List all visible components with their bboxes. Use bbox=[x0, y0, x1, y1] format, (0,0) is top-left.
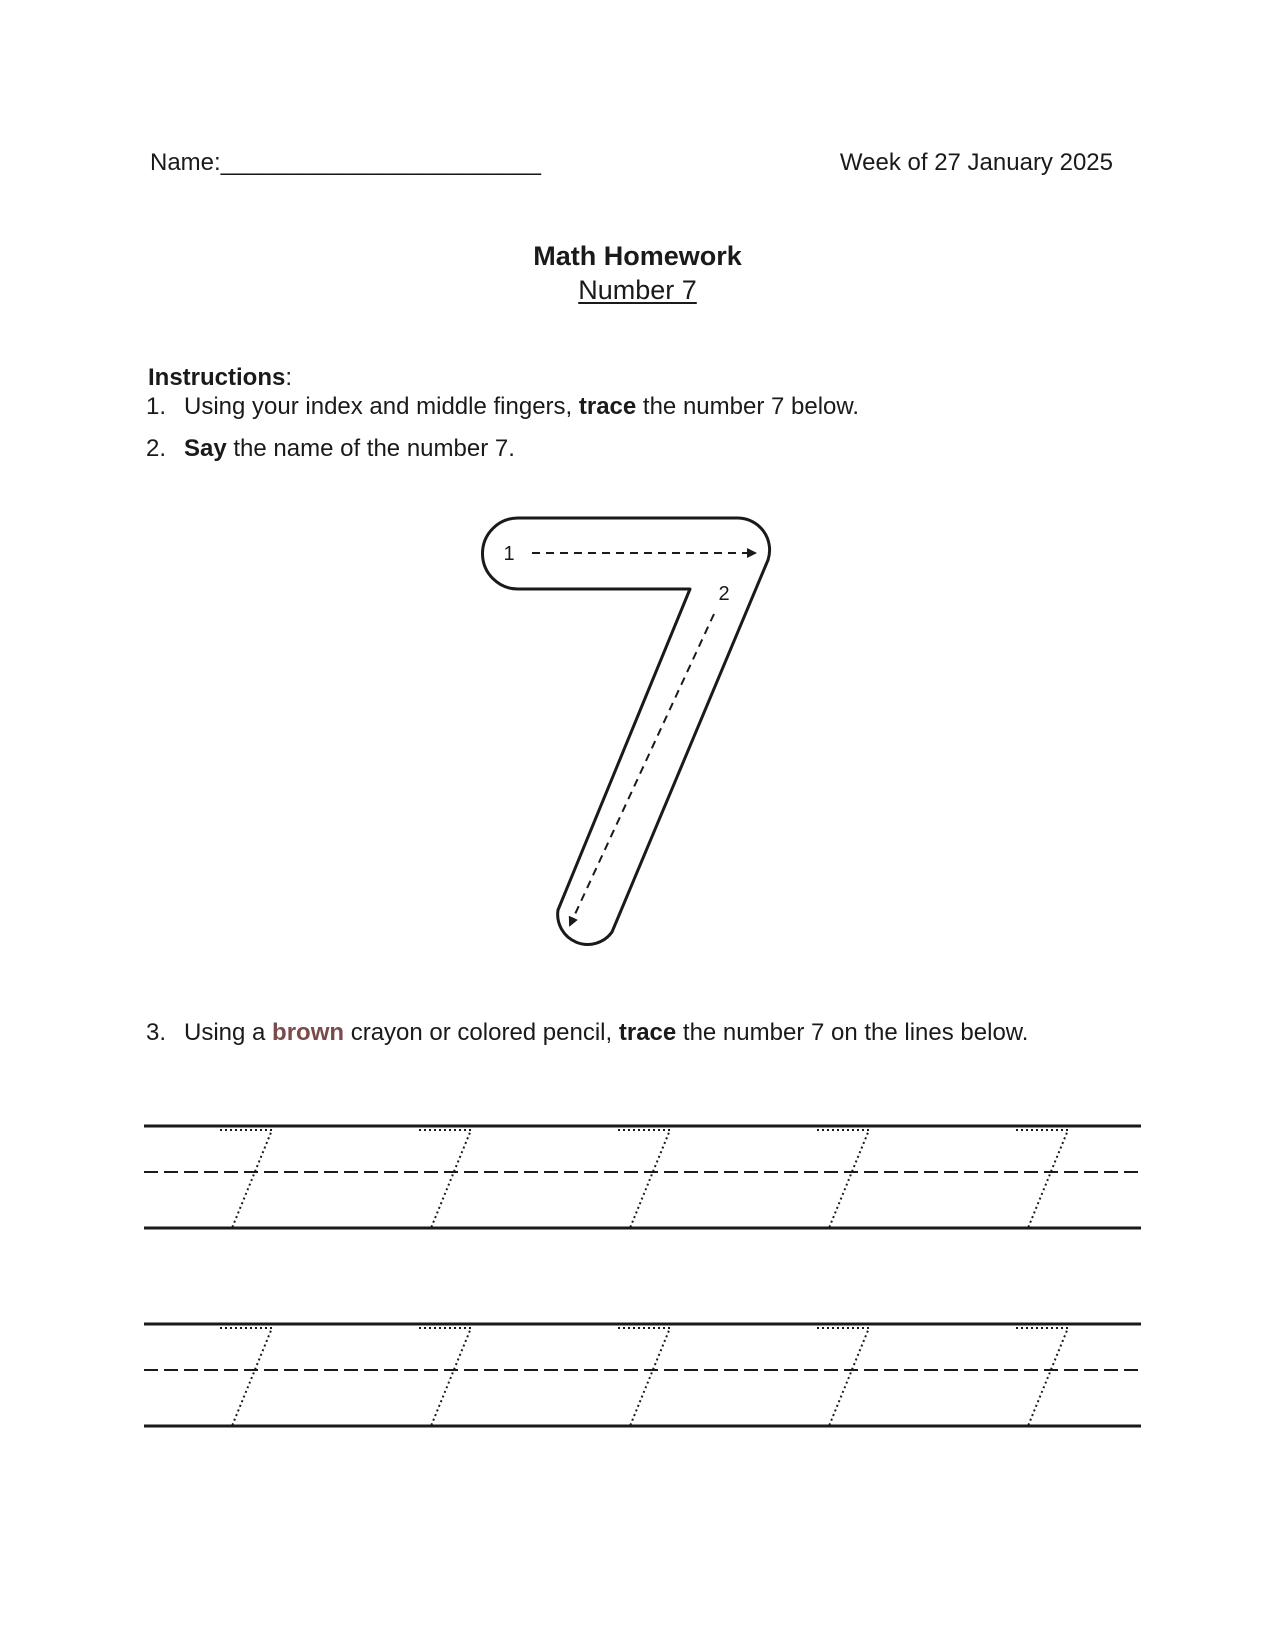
step-emphasis: trace bbox=[578, 393, 637, 420]
dotted-seven-shape bbox=[419, 1328, 471, 1426]
dotted-seven-shape bbox=[618, 1328, 670, 1426]
dotted-seven bbox=[618, 1328, 670, 1426]
dotted-seven bbox=[817, 1130, 869, 1228]
name-field-label: Name:________________________ bbox=[150, 149, 542, 176]
dotted-seven bbox=[817, 1328, 869, 1426]
dotted-seven bbox=[220, 1130, 272, 1228]
dotted-seven bbox=[618, 1130, 670, 1228]
dotted-seven-shape bbox=[817, 1328, 869, 1426]
dotted-seven-shape bbox=[220, 1130, 272, 1228]
practice-row-2 bbox=[144, 1324, 1141, 1426]
dotted-seven bbox=[1016, 1328, 1068, 1426]
instructions-heading-colon: : bbox=[285, 364, 293, 391]
step-number: 2. bbox=[146, 435, 167, 462]
practice-row-1 bbox=[144, 1126, 1141, 1228]
step-text: Using a bbox=[184, 1019, 273, 1046]
dotted-seven-shape bbox=[1016, 1328, 1068, 1426]
week-date: Week of 27 January 2025 bbox=[839, 149, 1113, 176]
step-emphasis: trace bbox=[618, 1019, 677, 1046]
dotted-seven-shape bbox=[618, 1130, 670, 1228]
step-color-word: brown bbox=[272, 1019, 345, 1046]
step-emphasis: Say bbox=[184, 435, 227, 462]
stroke-2-number: 2 bbox=[718, 583, 730, 605]
step-text: crayon or colored pencil, bbox=[344, 1019, 619, 1046]
step-text: Using your index and middle fingers, bbox=[184, 393, 579, 420]
page-title: Math Homework bbox=[533, 241, 742, 271]
dotted-seven-shape bbox=[220, 1328, 272, 1426]
dotted-seven-shape bbox=[419, 1130, 471, 1228]
stroke-1-number: 1 bbox=[503, 543, 515, 565]
dotted-seven-shape bbox=[817, 1130, 869, 1228]
step-number: 3. bbox=[146, 1019, 167, 1046]
seven-outline bbox=[483, 518, 770, 944]
step-text: the name of the number 7. bbox=[226, 435, 515, 462]
dotted-seven bbox=[220, 1328, 272, 1426]
dotted-seven bbox=[419, 1130, 471, 1228]
tracing-seven-figure bbox=[483, 518, 770, 944]
step-number: 1. bbox=[146, 393, 167, 420]
dotted-seven bbox=[1016, 1130, 1068, 1228]
dotted-seven-shape bbox=[1016, 1130, 1068, 1228]
instructions-heading-text: Instructions bbox=[148, 364, 286, 391]
page-subtitle-text: Number 7 bbox=[578, 275, 697, 305]
step-text: the number 7 below. bbox=[636, 393, 860, 420]
dotted-seven bbox=[419, 1328, 471, 1426]
step-text: the number 7 on the lines below. bbox=[676, 1019, 1029, 1046]
